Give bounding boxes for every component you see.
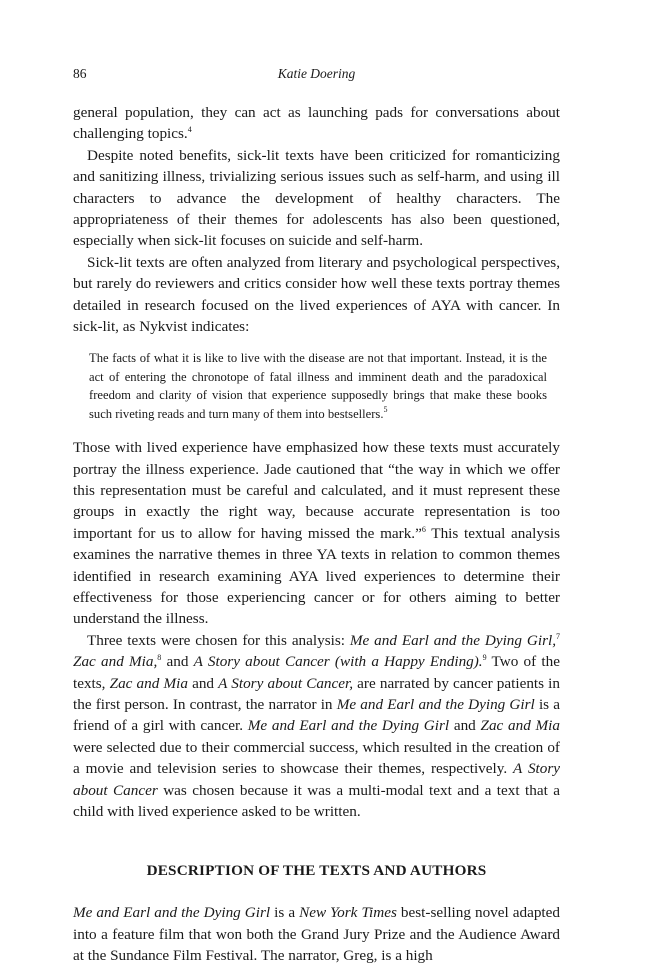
text-run: is a friend of a girl with cancer. [73,695,560,735]
text-run: and [187,674,219,692]
text-run: is a [270,904,300,922]
footnote-ref: 5 [383,404,388,414]
book-title: Zac and Mia [109,674,188,692]
book-title: Me and Earl and the Dying Girl, [349,631,557,649]
book-title: A Story about Cancer, [218,674,354,692]
book-page [73,66,560,967]
book-title: Me and Earl and the Dying Girl [73,904,271,922]
paragraph-text: general population, they can act as launching pads for conversations about challenging topics. [73,104,560,143]
page-number: 86 [73,66,87,81]
quote-text: The facts of what it is like to live with the disease are not that important. Instead, it is the act of entering the chronotope of fatal illness and imminent death and the paradoxical freedom and clarity of vision that experience supposedly brings that make these books such riveting reads and turn many of them into bestsellers. [89,351,547,421]
footnote-ref: 4 [187,125,192,135]
footnote-ref: 7 [556,631,561,641]
paragraph [73,102,560,145]
footnote-ref: 8 [157,653,162,663]
paragraph-text: This textual analysis examines the narrative themes in three YA texts in relation to common themes identified in research examining AYA lived experiences to determine their effectiveness for those experiencing cancer or for others aiming to better understand the illness. [73,524,560,628]
book-title: Me and Earl and the Dying Girl [247,717,450,735]
paragraph [73,630,560,823]
paragraph-text: Those with lived experience have emphasized how these texts must accurately portray the illness experience. Jade cautioned that “the way in which we offer this representation must be careful and calculated, and it must represent these groups in exactly the right way, because accurate representation is too important for us to allow for having missed the mark.” [73,439,560,542]
book-title: Zac and Mia [480,717,560,735]
book-title: Me and Earl and the Dying Girl [336,695,535,713]
book-title: A Story about Cancer (with a Happy Ending). [193,653,483,671]
paragraph [73,902,560,966]
section-heading: DESCRIPTION OF THE TEXTS AND AUTHORS [146,862,487,880]
footnote-ref: 6 [421,524,426,534]
text-run: and [449,717,481,735]
text-run: was chosen because it was a multi-modal text and a text that a child with lived experience asked to be written. [73,781,560,820]
book-title: Zac and Mia, [73,653,158,671]
paragraph [73,437,560,630]
paragraph: Sick-lit texts are often analyzed from literary and psychological perspectives, but rarely do reviewers and critics consider how well these texts portray themes detailed in research focused on the lived experiences of AYA with cancer. In sick-lit, as Nykvist indicates: [73,253,560,336]
text-run: are narrated by cancer patients in the first person. In contrast, the narrator in [73,674,560,713]
text-run: Three texts were chosen for this analysis: [87,631,350,649]
text-run: and [161,653,194,671]
running-head [73,66,560,90]
running-title: Katie Doering [277,66,356,81]
body-text [73,102,560,967]
block-quote [89,349,547,423]
text-run: Two of the texts, [73,653,560,692]
text-run: best-selling novel adapted into a feature film that won both the Grand Jury Prize and the Audience Award at the Sundance Film Festival. The narrator, Greg, is a high [73,904,560,965]
publication-title: New York Times [299,904,397,922]
text-run: were selected due to their commercial success, which resulted in the creation of a movie and television series to showcase their themes, respectively. [73,738,560,778]
footnote-ref: 9 [482,653,487,663]
paragraph: Despite noted benefits, sick-lit texts have been criticized for romanticizing and sanitizing illness, trivializing serious issues such as self-harm, and using ill characters to advance the development of healthy characters. The appropriateness of their themes for adolescents has also been questioned, especially when sick-lit focuses on suicide and self-harm. [73,146,560,250]
book-title: A Story about Cancer [73,760,561,799]
